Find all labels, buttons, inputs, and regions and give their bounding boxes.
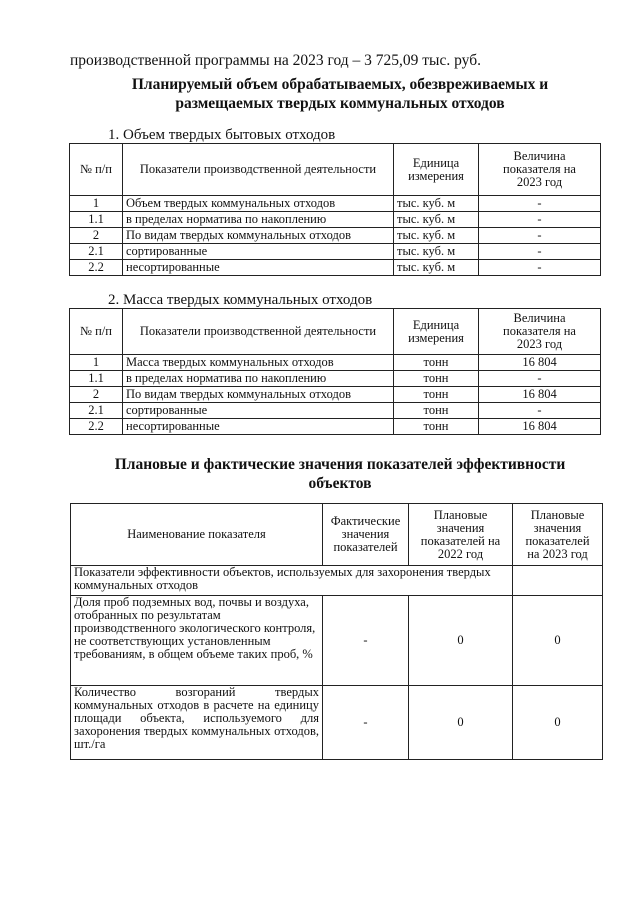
table-efficiency — [70, 503, 603, 760]
cell-unit: тонн — [394, 419, 479, 435]
table-header-row — [71, 504, 603, 566]
cell-unit: тыс. куб. м — [394, 212, 479, 228]
col-header-value — [479, 309, 601, 355]
header-line: на 2023 год — [527, 546, 588, 561]
cell-plan-2023: 0 — [513, 596, 603, 686]
table-row — [70, 260, 601, 276]
header-line: 2023 год — [516, 337, 563, 351]
table-row — [70, 196, 601, 212]
table-waste-volume — [69, 143, 601, 276]
cell-num: 2 — [70, 387, 123, 403]
cell-value: - — [479, 212, 601, 228]
cell-num: 1 — [70, 196, 123, 212]
cell-name: несортированные — [123, 419, 394, 435]
table1-title: 1. Объем твердых бытовых отходов — [108, 127, 336, 143]
cell-name: несортированные — [123, 260, 394, 276]
header-line: показателей на — [420, 533, 501, 548]
cell-name: Масса твердых коммунальных отходов — [123, 355, 394, 371]
cell-unit: тыс. куб. м — [394, 260, 479, 276]
cell-plan-2022: 0 — [409, 596, 513, 686]
cell-actual: - — [323, 686, 409, 760]
table-section-row — [71, 566, 603, 596]
cell-num: 2.2 — [70, 260, 123, 276]
cell-plan-2022: 0 — [409, 686, 513, 760]
col-header-indicator: Показатели производственной деятельности — [123, 309, 394, 355]
cell-value: - — [479, 244, 601, 260]
col-header-unit — [394, 309, 479, 355]
cell-actual: - — [323, 596, 409, 686]
heading-efficiency — [60, 455, 620, 493]
cell-value: - — [479, 260, 601, 276]
header-line: измерения — [408, 168, 464, 183]
heading-line: Планируемый объем обрабатываемых, обезвреживаемых и — [131, 76, 549, 93]
col-header-unit — [394, 144, 479, 196]
col-header-num: № п/п — [70, 309, 123, 355]
header-line: значения — [436, 520, 485, 535]
cell-section: Показатели эффективности объектов, используемых для захоронения твердых коммунальных отходов — [71, 566, 513, 596]
cell-name: Доля проб подземных вод, почвы и воздуха, отобранных по результатам производственного экологического контроля, не соответствующих установленным требованиям, в общем объеме таких проб, % — [71, 596, 323, 686]
cell-plan-2023: 0 — [513, 686, 603, 760]
col-header-plan-2022 — [409, 504, 513, 566]
table-header-row — [70, 144, 601, 196]
header-line: Величина — [513, 149, 566, 163]
cell-name: в пределах норматива по накоплению — [123, 371, 394, 387]
cell-unit: тыс. куб. м — [394, 196, 479, 212]
header-line: значения — [533, 520, 582, 535]
cell-value: - — [479, 228, 601, 244]
cell-num: 1 — [70, 355, 123, 371]
cell-num: 2.1 — [70, 403, 123, 419]
cell-unit: тонн — [394, 355, 479, 371]
cell-num: 2 — [70, 228, 123, 244]
cell-empty — [513, 566, 603, 596]
header-line: 2023 год — [516, 175, 563, 189]
col-header-indicator: Показатели производственной деятельности — [123, 144, 394, 196]
header-line: значения — [341, 527, 390, 541]
cell-unit: тонн — [394, 371, 479, 387]
cell-unit: тонн — [394, 403, 479, 419]
cell-unit: тыс. куб. м — [394, 244, 479, 260]
table-row — [70, 387, 601, 403]
cell-value: 16 804 — [479, 355, 601, 371]
header-line: показателей — [333, 540, 398, 554]
col-header-name: Наименование показателя — [71, 504, 323, 566]
header-line: Единица — [412, 155, 460, 170]
table2-title: 2. Масса твердых коммунальных отходов — [108, 292, 373, 308]
cell-value: - — [479, 371, 601, 387]
cell-name: сортированные — [123, 403, 394, 419]
header-line: измерения — [408, 330, 464, 345]
cell-name: в пределах норматива по накоплению — [123, 212, 394, 228]
cell-value: - — [479, 196, 601, 212]
table-row — [70, 355, 601, 371]
table-waste-mass — [69, 308, 601, 435]
table-header-row — [70, 309, 601, 355]
header-line: Фактические — [330, 514, 401, 528]
table-row — [70, 419, 601, 435]
cell-num: 1.1 — [70, 371, 123, 387]
table-row — [70, 212, 601, 228]
cell-name: По видам твердых коммунальных отходов — [123, 228, 394, 244]
cell-num: 2.2 — [70, 419, 123, 435]
cell-unit: тыс. куб. м — [394, 228, 479, 244]
cell-unit: тонн — [394, 387, 479, 403]
heading-waste-volume — [60, 75, 620, 113]
header-line: Величина — [513, 311, 566, 325]
table-row — [70, 371, 601, 387]
col-header-value — [479, 144, 601, 196]
table-row — [70, 244, 601, 260]
cell-name: сортированные — [123, 244, 394, 260]
table-row — [71, 596, 603, 686]
table-row — [70, 228, 601, 244]
header-line: показателя на — [503, 162, 576, 176]
cell-value: 16 804 — [479, 387, 601, 403]
header-line: 2022 год — [437, 546, 484, 561]
heading-line: Плановые и фактические значения показателей эффективности — [114, 456, 566, 473]
cell-name: Объем твердых коммунальных отходов — [123, 196, 394, 212]
col-header-num: № п/п — [70, 144, 123, 196]
table-row — [70, 403, 601, 419]
header-line: Плановые — [530, 507, 585, 522]
cell-num: 2.1 — [70, 244, 123, 260]
intro-text: производственной программы на 2023 год – 3 725,09 тыс. руб. — [70, 52, 481, 69]
heading-line: объектов — [308, 475, 372, 492]
header-line: Плановые — [433, 507, 488, 522]
cell-num: 1.1 — [70, 212, 123, 228]
cell-name: Количество возгораний твердых коммунальных отходов в расчете на единицу площади объекта, используемого для захоронения твердых коммунальных отходов, шт./га — [71, 686, 323, 760]
col-header-actual — [323, 504, 409, 566]
col-header-plan-2023 — [513, 504, 603, 566]
header-line: показателей — [525, 533, 590, 548]
cell-value: - — [479, 403, 601, 419]
header-line: Единица — [412, 317, 460, 332]
heading-line: размещаемых твердых коммунальных отходов — [175, 95, 505, 112]
header-line: показателя на — [503, 324, 576, 338]
table-row — [71, 686, 603, 760]
cell-name: По видам твердых коммунальных отходов — [123, 387, 394, 403]
cell-value: 16 804 — [479, 419, 601, 435]
